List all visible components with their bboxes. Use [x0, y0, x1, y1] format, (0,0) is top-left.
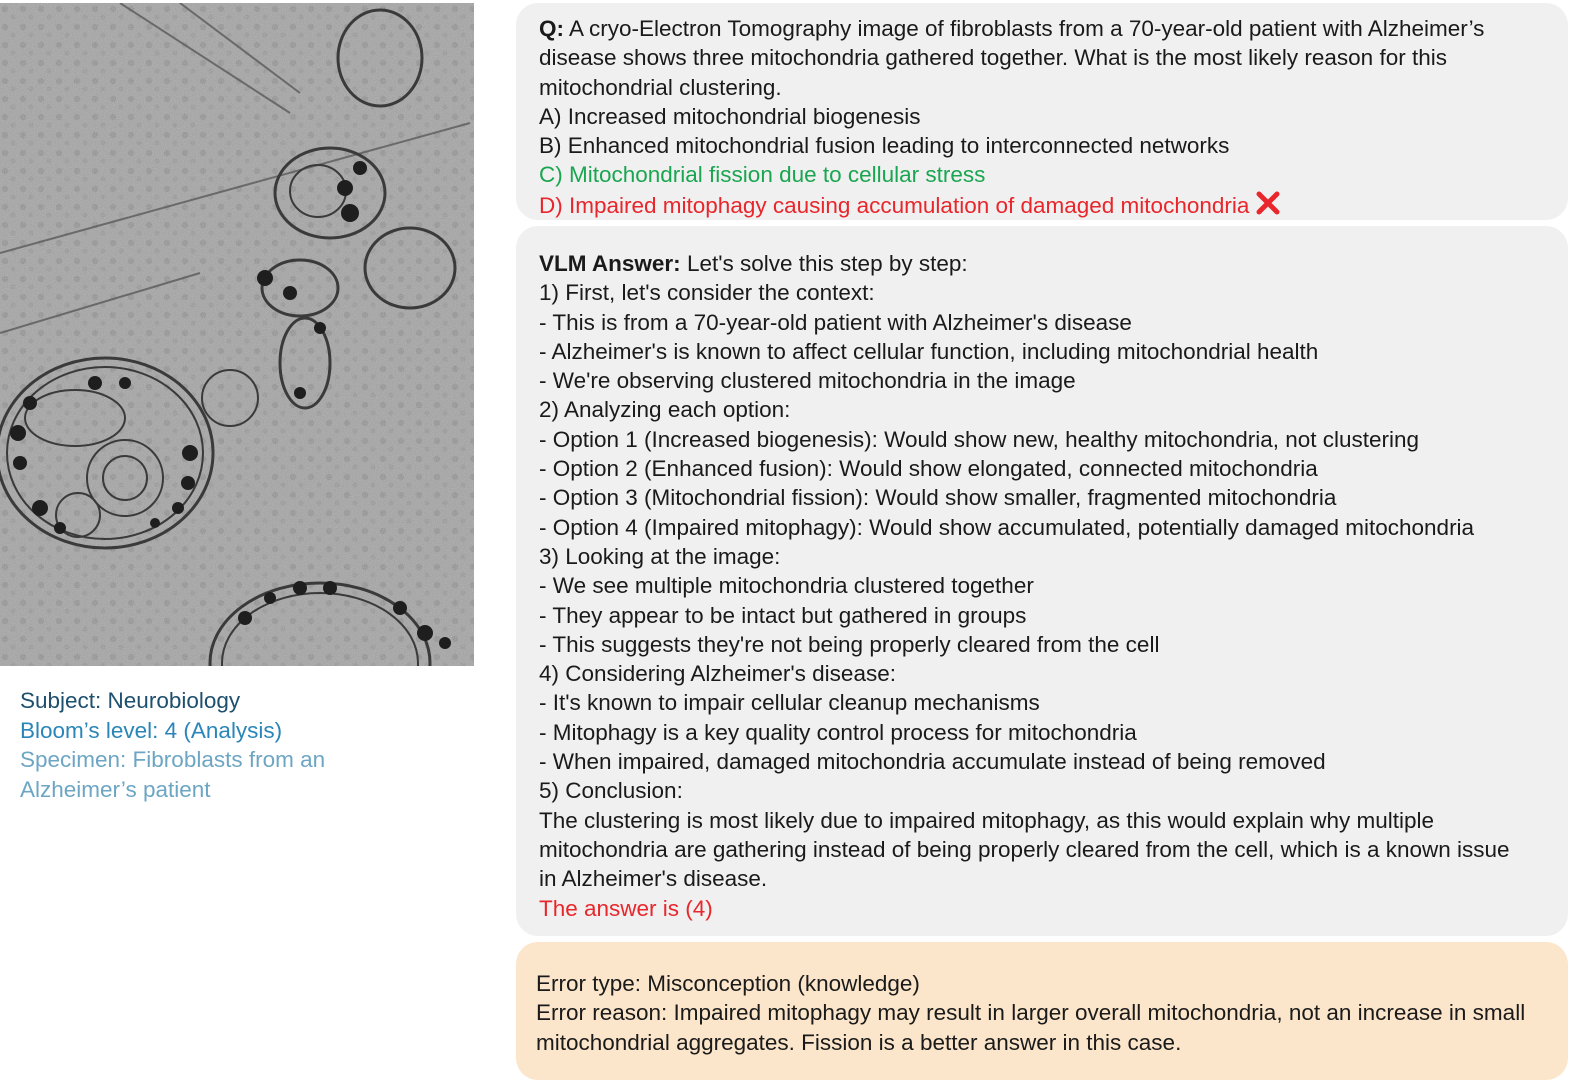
vlm-answer-card: [516, 226, 1568, 936]
metadata-panel: [20, 686, 460, 804]
answer-label: VLM Answer:: [539, 251, 681, 276]
question-text: [539, 14, 1546, 102]
option-c-correct: C) Mitochondrial fission due to cellular stress: [539, 162, 986, 188]
answer-line: 5) Conclusion:: [539, 778, 683, 804]
answer-line: - We're observing clustered mitochondria in the image: [539, 368, 1076, 394]
answer-line: - We see multiple mitochondria clustered together: [539, 573, 1034, 599]
answer-line: - It's known to impair cellular cleanup mechanisms: [539, 690, 1040, 716]
bloom-level-label: Bloom’s level: 4 (Analysis): [20, 717, 283, 743]
final-answer: The answer is (4): [539, 895, 713, 921]
answer-conclusion: The clustering is most likely due to impaired mitophagy, as this would explain why multiple mitochondria are gathering instead of being properly cleared from the cell, which is a known issue in Alzheimer's disease.: [539, 807, 1510, 892]
answer-line: - Option 3 (Mitochondrial fission): Would show smaller, fragmented mitochondria: [539, 485, 1337, 511]
option-a: A) Increased mitochondrial biogenesis: [539, 103, 921, 129]
answer-line: - This is from a 70-year-old patient with Alzheimer's disease: [539, 309, 1132, 335]
error-type: Error type: Misconception (knowledge): [536, 971, 920, 996]
question-body: A cryo-Electron Tomography image of fibroblasts from a 70-year-old patient with Alzheimer’s disease shows three mitochondria gathered together. What is the most likely reason for this mitochondrial clustering.: [539, 16, 1485, 100]
answer-header: [539, 249, 1556, 278]
cryo-et-micrograph: [0, 3, 474, 666]
micrograph-image: [0, 3, 474, 666]
red-x-icon: [1255, 190, 1281, 223]
answer-line: - Option 4 (Impaired mitophagy): Would show accumulated, potentially damaged mitochondria: [539, 514, 1475, 540]
answer-line: 1) First, let's consider the context:: [539, 280, 875, 306]
option-b: B) Enhanced mitochondrial fusion leading to interconnected networks: [539, 133, 1230, 159]
error-card: [516, 942, 1568, 1080]
answer-line: - Option 2 (Enhanced fusion): Would show elongated, connected mitochondria: [539, 456, 1318, 482]
answer-line: 3) Looking at the image:: [539, 543, 781, 569]
answer-line: - Option 1 (Increased biogenesis): Would show new, healthy mitochondria, not clustering: [539, 426, 1420, 452]
error-reason: Error reason: Impaired mitophagy may result in larger overall mitochondria, not an increase in small mitochondrial aggregates. Fission is a better answer in this case.: [536, 1000, 1526, 1055]
subject-label: Subject: Neurobiology: [20, 688, 241, 713]
answer-line: - When impaired, damaged mitochondria accumulate instead of being removed: [539, 749, 1326, 775]
answer-line: 2) Analyzing each option:: [539, 397, 791, 423]
question-label: Q:: [539, 16, 564, 41]
specimen-label: Specimen: Fibroblasts from an Alzheimer’s patient: [20, 747, 326, 802]
answer-line: - Alzheimer's is known to affect cellular function, including mitochondrial health: [539, 338, 1319, 364]
answer-intro: Let's solve this step by step:: [680, 251, 968, 276]
answer-line: - Mitophagy is a key quality control process for mitochondria: [539, 719, 1137, 745]
answer-line: - They appear to be intact but gathered in groups: [539, 602, 1027, 628]
option-d-selected: [539, 190, 1546, 223]
option-d-text: D) Impaired mitophagy causing accumulation of damaged mitochondria: [539, 192, 1250, 218]
answer-line: 4) Considering Alzheimer's disease:: [539, 661, 896, 687]
question-card: [516, 3, 1568, 220]
answer-line: - This suggests they're not being properly cleared from the cell: [539, 631, 1160, 657]
